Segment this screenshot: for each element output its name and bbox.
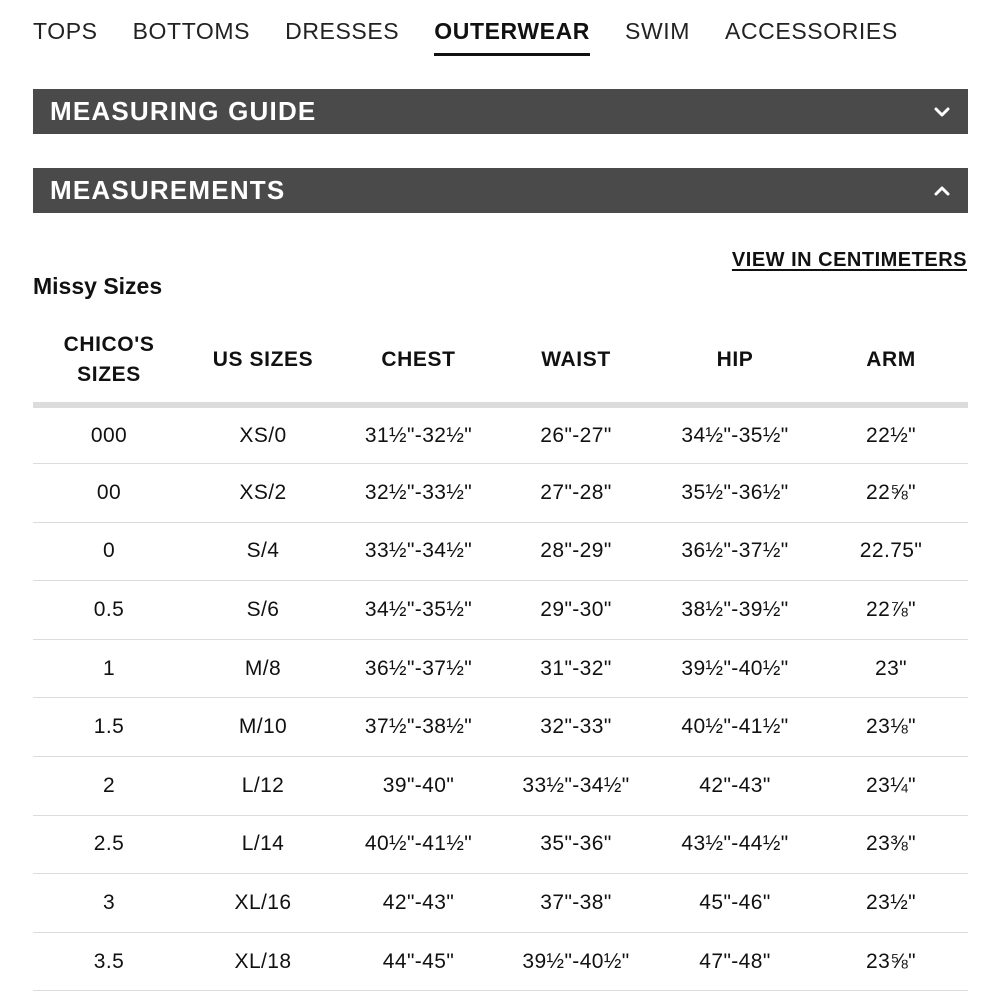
table-row <box>33 757 968 816</box>
table-row <box>33 522 968 581</box>
cell-chest: 37½"-38½" <box>341 698 496 757</box>
cell-us-size: XS/2 <box>185 464 341 523</box>
table-row <box>33 405 968 464</box>
cell-chest: 39"-40" <box>341 757 496 816</box>
cell-chest: 34½"-35½" <box>341 581 496 640</box>
cell-waist: 35"-36" <box>496 815 656 874</box>
view-in-centimeters-link[interactable]: VIEW IN CENTIMETERS <box>731 249 967 271</box>
cell-hip: 42"-43" <box>656 757 814 816</box>
cell-hip: 38½"-39½" <box>656 581 814 640</box>
cell-us-size: M/10 <box>185 698 341 757</box>
size-chart-table <box>33 318 968 991</box>
section-title: Missy Sizes <box>33 273 163 299</box>
cell-hip: 34½"-35½" <box>656 405 814 464</box>
cell-arm: 23½" <box>814 874 968 933</box>
cell-chest: 33½"-34½" <box>341 522 496 581</box>
cell-chicos-size: 0.5 <box>33 581 185 640</box>
cell-waist: 37"-38" <box>496 874 656 933</box>
measuring-guide-title: MEASURING GUIDE <box>50 96 317 126</box>
cell-us-size: L/14 <box>185 815 341 874</box>
cell-waist: 29"-30" <box>496 581 656 640</box>
cell-arm: 22½" <box>814 405 968 464</box>
cell-arm: 22.75" <box>814 522 968 581</box>
column-header-us-sizes: US SIZES <box>185 318 341 405</box>
cell-chicos-size: 00 <box>33 464 185 523</box>
cell-hip: 35½"-36½" <box>656 464 814 523</box>
cell-chicos-size: 3.5 <box>33 932 185 991</box>
cell-waist: 39½"-40½" <box>496 932 656 991</box>
cell-chest: 36½"-37½" <box>341 639 496 698</box>
cell-chest: 40½"-41½" <box>341 815 496 874</box>
column-header-hip: HIP <box>656 318 814 405</box>
cell-waist: 28"-29" <box>496 522 656 581</box>
measurements-accordion[interactable] <box>33 168 968 213</box>
cell-chest: 44"-45" <box>341 932 496 991</box>
cell-chest: 31½"-32½" <box>341 405 496 464</box>
cell-chicos-size: 3 <box>33 874 185 933</box>
cell-waist: 26"-27" <box>496 405 656 464</box>
header-chicos-sizes-label: CHICO'S SIZES <box>63 333 155 386</box>
cell-hip: 40½"-41½" <box>656 698 814 757</box>
measurements-title: MEASUREMENTS <box>50 175 286 205</box>
table-row <box>33 581 968 640</box>
cell-chicos-size: 0 <box>33 522 185 581</box>
column-header-chicos-sizes <box>33 318 185 405</box>
cell-hip: 36½"-37½" <box>656 522 814 581</box>
category-tabs <box>33 18 933 56</box>
cell-chicos-size: 000 <box>33 405 185 464</box>
cell-arm: 23⅜" <box>814 815 968 874</box>
cell-us-size: XL/16 <box>185 874 341 933</box>
tab-bottoms[interactable]: BOTTOMS <box>132 18 251 44</box>
cell-chicos-size: 1 <box>33 639 185 698</box>
table-row <box>33 698 968 757</box>
cell-waist: 33½"-34½" <box>496 757 656 816</box>
cell-us-size: M/8 <box>185 639 341 698</box>
cell-chicos-size: 1.5 <box>33 698 185 757</box>
chevron-down-icon[interactable] <box>932 102 952 122</box>
cell-us-size: S/4 <box>185 522 341 581</box>
table-row <box>33 874 968 933</box>
cell-waist: 31"-32" <box>496 639 656 698</box>
table-header-row <box>33 318 968 405</box>
column-header-chest: CHEST <box>341 318 496 405</box>
column-header-waist: WAIST <box>496 318 656 405</box>
cell-chicos-size: 2 <box>33 757 185 816</box>
cell-waist: 27"-28" <box>496 464 656 523</box>
cell-hip: 47"-48" <box>656 932 814 991</box>
cell-chicos-size: 2.5 <box>33 815 185 874</box>
cell-arm: 23" <box>814 639 968 698</box>
cell-chest: 32½"-33½" <box>341 464 496 523</box>
cell-arm: 23⅛" <box>814 698 968 757</box>
tab-swim[interactable]: SWIM <box>625 18 691 44</box>
measuring-guide-accordion[interactable] <box>33 89 968 134</box>
cell-arm: 22⅞" <box>814 581 968 640</box>
cell-us-size: L/12 <box>185 757 341 816</box>
cell-waist: 32"-33" <box>496 698 656 757</box>
cell-hip: 39½"-40½" <box>656 639 814 698</box>
cell-hip: 45"-46" <box>656 874 814 933</box>
chevron-up-icon[interactable] <box>932 181 952 201</box>
table-row <box>33 639 968 698</box>
cell-us-size: XL/18 <box>185 932 341 991</box>
cell-us-size: XS/0 <box>185 405 341 464</box>
tab-accessories[interactable]: ACCESSORIES <box>725 18 898 44</box>
column-header-arm: ARM <box>814 318 968 405</box>
tab-dresses[interactable]: DRESSES <box>285 18 400 44</box>
cell-arm: 22⅝" <box>814 464 968 523</box>
tab-tops[interactable]: TOPS <box>33 18 98 44</box>
cell-us-size: S/6 <box>185 581 341 640</box>
cell-hip: 43½"-44½" <box>656 815 814 874</box>
table-row <box>33 815 968 874</box>
cell-arm: 23⅝" <box>814 932 968 991</box>
cell-arm: 23¼" <box>814 757 968 816</box>
table-row <box>33 464 968 523</box>
table-row <box>33 932 968 991</box>
tab-outerwear[interactable]: OUTERWEAR <box>434 18 590 56</box>
cell-chest: 42"-43" <box>341 874 496 933</box>
